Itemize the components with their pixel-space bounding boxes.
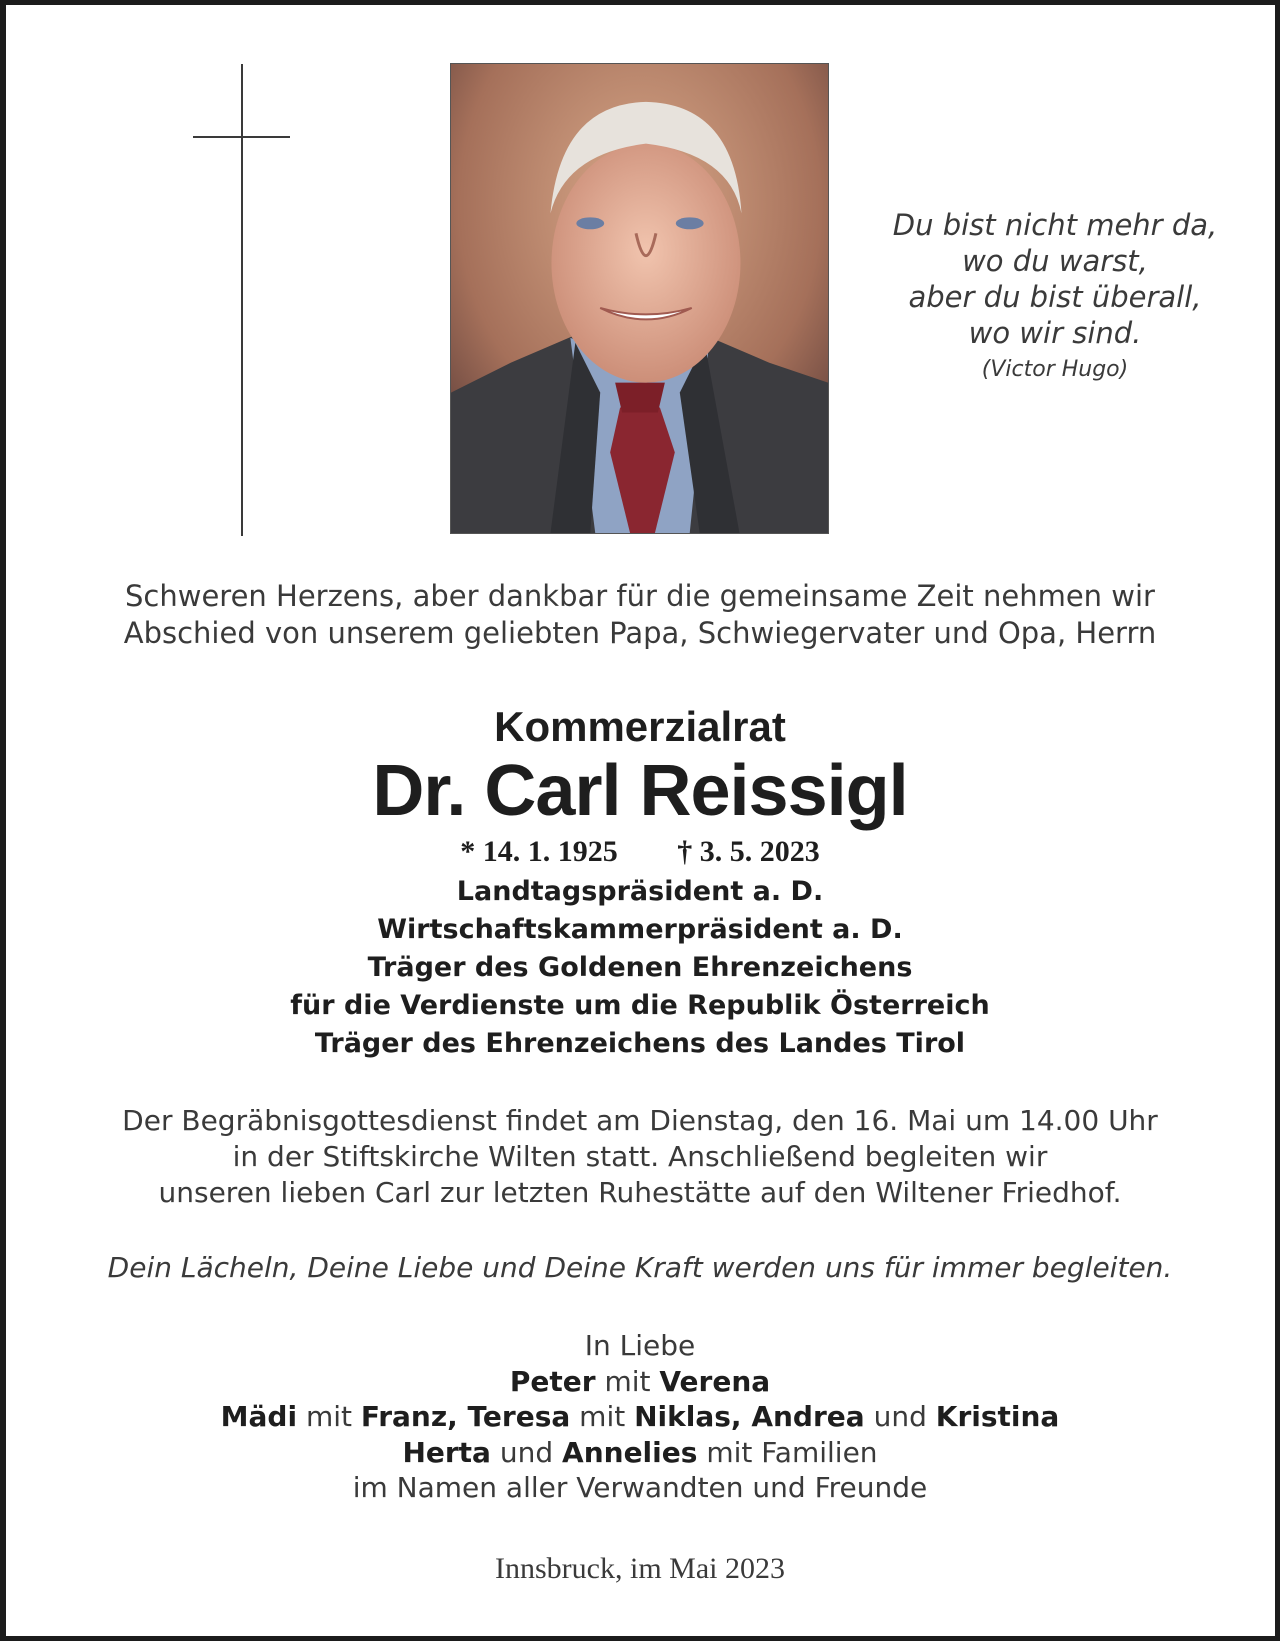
intro-text — [6, 578, 1274, 652]
quote-line: wo du warst, — [962, 244, 1148, 278]
honor-item: für die Verdienste um die Republik Österreich — [290, 990, 990, 1021]
mourners-row — [6, 1399, 1274, 1435]
intro-line-2: Abschied von unserem geliebten Papa, Schwiegervater und Opa, Herrn — [123, 616, 1157, 650]
mourner-name: Mädi — [220, 1400, 298, 1433]
connector: mit — [595, 1364, 660, 1398]
honor-item: Träger des Goldenen Ehrenzeichens — [367, 952, 913, 983]
birth-date: * 14. 1. 1925 — [460, 835, 618, 868]
mourner-name: Niklas, Andrea — [634, 1400, 865, 1433]
mourner-name: Annelies — [562, 1435, 698, 1469]
connector: und — [490, 1435, 563, 1469]
mourner-name: Franz, Teresa — [360, 1400, 571, 1433]
cross-icon — [190, 64, 290, 536]
mourners-list — [6, 1328, 1274, 1506]
mourner-name: Herta — [402, 1435, 491, 1469]
quote-line: wo wir sind. — [968, 316, 1142, 350]
cross-horizontal-bar — [193, 136, 290, 138]
mourner-name: Kristina — [935, 1400, 1060, 1433]
intro-line-1: Schweren Herzens, aber dankbar für die gemeinsame Zeit nehmen wir — [125, 579, 1155, 613]
connector: und — [864, 1400, 936, 1433]
memorial-motto: Dein Lächeln, Deine Liebe und Deine Kraft werden uns für immer begleiten. — [107, 1251, 1173, 1284]
place-and-date: Innsbruck, im Mai 2023 — [495, 1552, 785, 1585]
connector: mit — [297, 1400, 361, 1433]
connector: mit — [570, 1400, 635, 1433]
quote — [840, 207, 1270, 387]
service-line: in der Stiftskirche Wilten statt. Anschließend begleiten wir — [232, 1140, 1048, 1173]
quote-line: aber du bist überall, — [908, 280, 1202, 314]
death-date: † 3. 5. 2023 — [677, 835, 820, 868]
mourners-row — [6, 1435, 1274, 1471]
quote-line: Du bist nicht mehr da, — [892, 208, 1218, 242]
service-line: unseren lieben Carl zur letzten Ruhestätte auf den Wiltener Friedhof. — [158, 1176, 1122, 1209]
mourner-name: Verena — [659, 1364, 771, 1398]
portrait-photo — [450, 63, 829, 534]
funeral-service-info — [6, 1103, 1274, 1211]
quote-author: (Victor Hugo) — [981, 357, 1129, 382]
honor-item: Landtagspräsident a. D. — [456, 876, 824, 907]
deceased-name: Dr. Carl Reissigl — [372, 751, 908, 831]
honors-list — [6, 873, 1274, 1063]
life-dates — [6, 834, 1274, 870]
honor-item: Träger des Ehrenzeichens des Landes Tirol — [314, 1028, 966, 1059]
connector: mit Familien — [697, 1435, 878, 1469]
honor-item: Wirtschaftskammerpräsident a. D. — [377, 914, 903, 945]
mourners-closing: im Namen aller Verwandten und Freunde — [352, 1471, 928, 1504]
portrait-illustration — [451, 64, 828, 533]
service-line: Der Begräbnisgottesdienst findet am Dienstag, den 16. Mai um 14.00 Uhr — [122, 1104, 1158, 1137]
cross-vertical-bar — [241, 64, 243, 536]
mourner-name: Peter — [509, 1364, 596, 1398]
mourners-intro: In Liebe — [584, 1329, 696, 1362]
honorific-title: Kommerzialrat — [494, 703, 786, 750]
mourners-row — [6, 1364, 1274, 1400]
